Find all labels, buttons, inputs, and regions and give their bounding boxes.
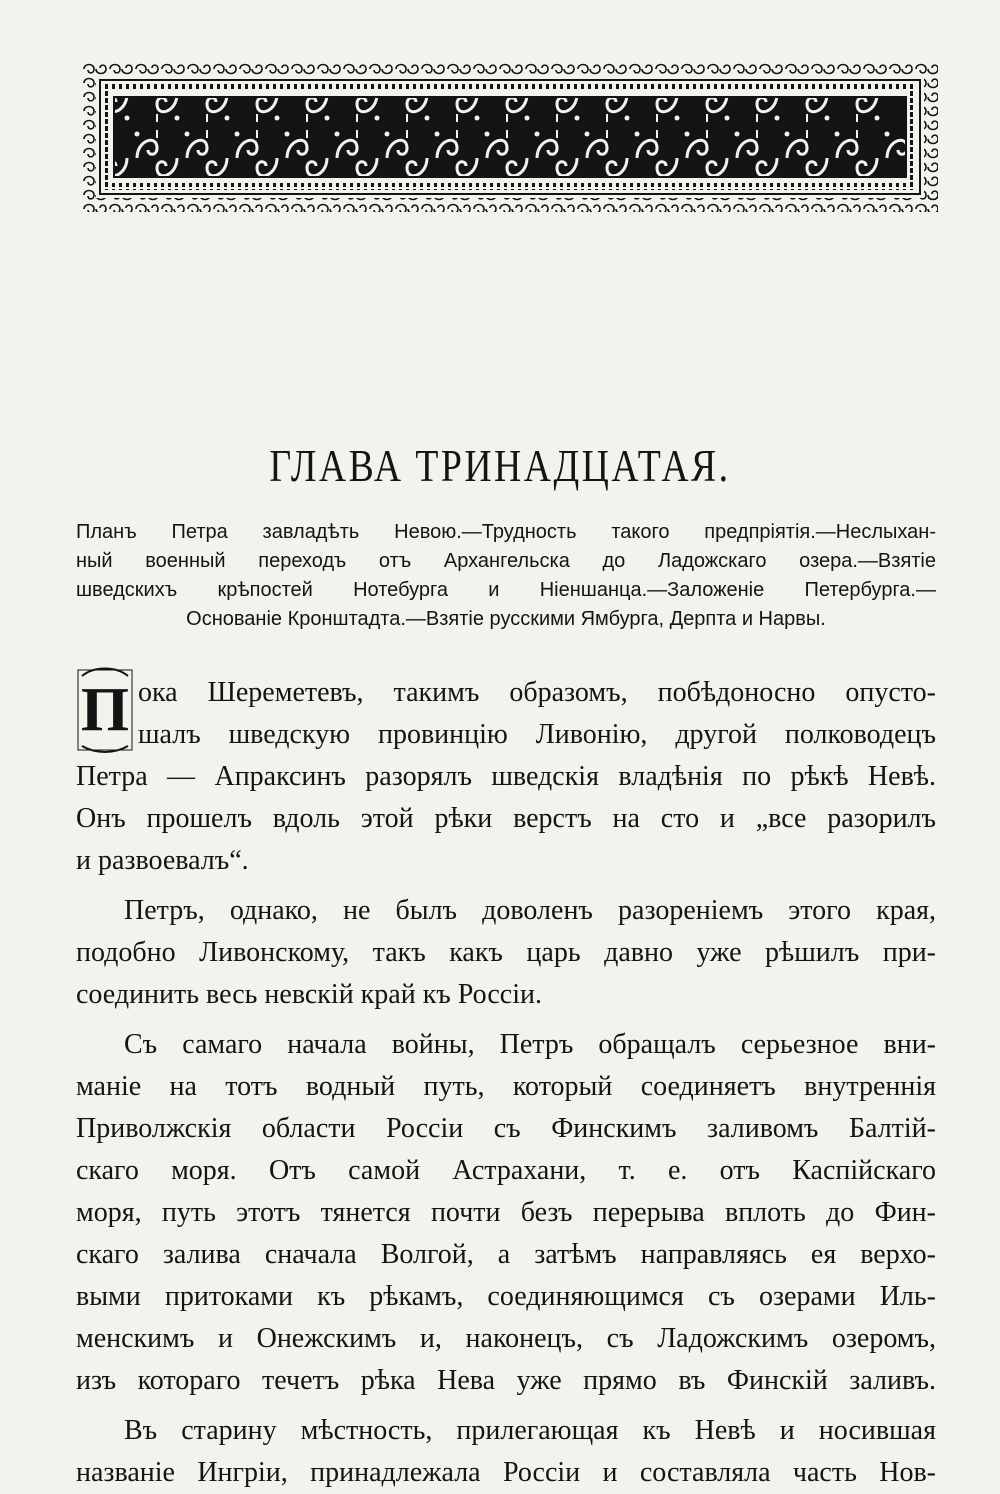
text-line: выми притоками къ рѣкамъ, соединяющимся съ озерами Иль- <box>76 1281 936 1312</box>
text-line: Въ старину мѣстность, прилегающая къ Невѣ и носившая <box>124 1415 936 1446</box>
text-line: ока Шереметевъ, такимъ образомъ, побѣдоносно опусто- <box>138 677 936 708</box>
drop-cap-letter: П <box>80 676 130 744</box>
text-line: соединить весь невскій край къ Россіи. <box>76 979 542 1010</box>
text-line: и развоевалъ“. <box>76 845 249 876</box>
text-line: названіе Ингріи, принадлежала Россіи и составляла часть Нов- <box>76 1457 936 1488</box>
ornamental-headpiece <box>82 62 938 212</box>
text-line: Петра — Апраксинъ разорялъ шведскія владѣнія по рѣкѣ Невѣ. <box>76 761 936 792</box>
text-line: подобно Ливонскому, такъ какъ царь давно уже рѣшилъ при- <box>76 937 936 968</box>
text-line: моря, путь этотъ тянется почти безъ перерыва вплоть до Фин- <box>76 1197 936 1228</box>
text-line: скаго моря. Отъ самой Астрахани, т. е. отъ Каспійскаго <box>76 1155 936 1186</box>
text-line: скаго залива сначала Волгой, а затѣмъ направляясь ея верхо- <box>76 1239 936 1270</box>
body-text <box>76 672 936 1494</box>
text-line: Онъ прошелъ вдоль этой рѣки верстъ на сто и „все разорилъ <box>76 803 936 834</box>
summary-line: ный военный переходъ отъ Архангельска до Ладожскаго озера.—Взятіе <box>76 550 936 572</box>
chapter-title: ГЛАВА ТРИНАДЦАТАЯ. <box>269 440 731 491</box>
text-line: Приволжскія области Россіи съ Финскимъ заливомъ Балтій- <box>76 1113 936 1144</box>
text-line: Съ самаго начала войны, Петръ обращалъ серьезное вни- <box>124 1029 936 1060</box>
chapter-summary <box>76 518 936 634</box>
text-line: изъ котораго течетъ рѣка Нева уже прямо въ Финскій заливъ. <box>76 1365 936 1396</box>
summary-line: Основаніе Кронштадта.—Взятіе русскими Ямбурга, Дерпта и Нарвы. <box>186 608 826 630</box>
summary-line: шведскихъ крѣпостей Нотебурга и Ніеншанца.—Заложеніе Петербурга.— <box>76 579 936 601</box>
text-line: Петръ, однако, не былъ доволенъ разореніемъ этого края, <box>124 895 936 926</box>
summary-line: Планъ Петра завладѣть Невою.—Трудность такого предпріятія.—Неслыхан- <box>76 521 936 543</box>
text-line: маніе на тотъ водный путь, который соединяетъ внутреннія <box>76 1071 936 1102</box>
text-line: шалъ шведскую провинцію Ливонію, другой полководецъ <box>138 719 936 750</box>
text-line: менскимъ и Онежскимъ и, наконецъ, съ Ладожскимъ озеромъ, <box>76 1323 936 1354</box>
